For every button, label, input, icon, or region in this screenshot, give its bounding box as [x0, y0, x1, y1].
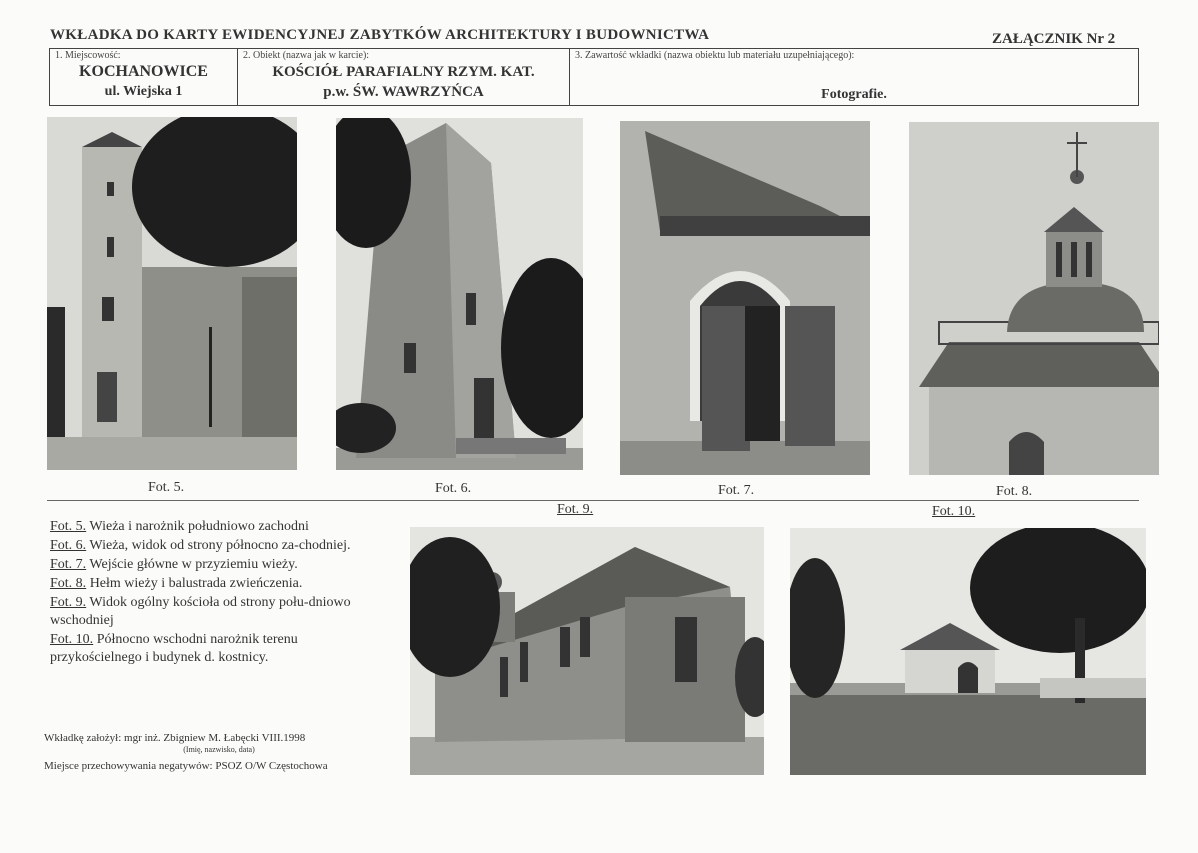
desc-text: Wieża i narożnik południowo zachodni: [86, 519, 309, 534]
desc-text: Widok ogólny kościoła od strony połu-dniowo wschodniej: [50, 595, 351, 628]
cell-object-dedication: p.w. ŚW. WAWRZYŃCA: [323, 84, 484, 100]
desc-text: Wieża, widok od strony północno za-chodniej.: [86, 538, 351, 553]
caption-fot7: Fot. 7.: [718, 483, 755, 498]
author-line-hint: (Imię, nazwisko, data): [183, 745, 255, 754]
photo-fot10: [790, 528, 1146, 775]
photo-fot5: [47, 117, 297, 470]
desc-fot10: [50, 631, 380, 667]
caption-fot6: Fot. 6.: [435, 481, 472, 496]
desc-text: Północno wschodni narożnik terenu przykościelnego i budynek d. kostnicy.: [50, 632, 298, 665]
desc-fot5: [50, 518, 380, 536]
cell-location-label: 1. Miejscowość:: [55, 50, 121, 61]
desc-ref: Fot. 5.: [50, 519, 87, 534]
attachment-number: ZAŁĄCZNIK Nr 2: [992, 31, 1116, 47]
cell-location-value: KOCHANOWICE: [79, 63, 208, 80]
caption-fot10: Fot. 10.: [932, 504, 976, 519]
caption-fot9: Fot. 9.: [557, 502, 594, 517]
header-table: [49, 48, 1139, 106]
photo-fot9: [410, 527, 764, 775]
author-line: Wkładkę założył: mgr inż. Zbigniew M. Łabęcki VIII.1998: [44, 732, 306, 744]
desc-ref: Fot. 6.: [50, 538, 87, 553]
desc-text: Hełm wieży i balustrada zwieńczenia.: [86, 576, 303, 591]
cell-location: [50, 49, 238, 105]
desc-text: Wejście główne w przyziemiu wieży.: [86, 557, 298, 572]
cell-object: [238, 49, 570, 105]
page-title: WKŁADKA DO KARTY EWIDENCYJNEJ ZABYTKÓW ARCHITEKTURY I BUDOWNICTWA: [50, 27, 710, 43]
desc-fot9: [50, 594, 380, 630]
author-info: [44, 732, 394, 772]
cell-location-street: ul. Wiejska 1: [104, 84, 183, 99]
photo-fot6: [336, 118, 583, 470]
caption-fot5: Fot. 5.: [148, 480, 185, 495]
desc-ref: Fot. 8.: [50, 576, 87, 591]
desc-ref: Fot. 7.: [50, 557, 87, 572]
photo-descriptions: [50, 518, 380, 668]
negatives-location: Miejsce przechowywania negatywów: PSOZ O/W Częstochowa: [44, 760, 328, 772]
desc-ref: Fot. 10.: [50, 632, 94, 647]
cell-contents-label: 3. Zawartość wkładki (nazwa obiektu lub materiału uzupełniającego):: [575, 50, 855, 61]
cell-contents: [570, 49, 1138, 105]
divider-rule: [47, 500, 1139, 501]
cell-object-value: KOŚCIÓŁ PARAFIALNY RZYM. KAT.: [272, 64, 535, 80]
photo-fot7: [620, 121, 870, 475]
desc-fot7: [50, 556, 380, 574]
desc-ref: Fot. 9.: [50, 595, 87, 610]
desc-fot6: [50, 537, 380, 555]
photo-fot8: [909, 122, 1159, 475]
desc-fot8: [50, 575, 380, 593]
caption-fot8: Fot. 8.: [996, 484, 1033, 499]
cell-object-label: 2. Obiekt (nazwa jak w karcie):: [243, 50, 370, 61]
cell-contents-value: Fotografie.: [821, 87, 887, 102]
